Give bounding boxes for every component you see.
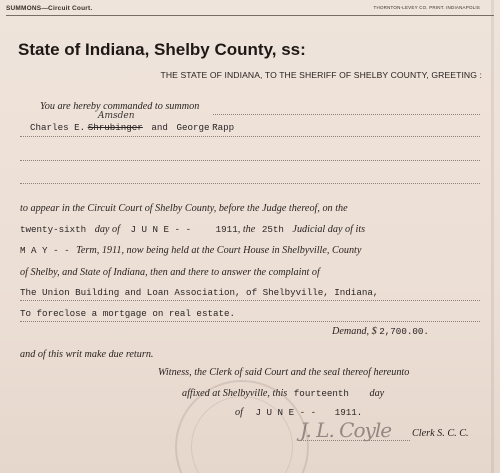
blank-rule-2 [20, 183, 480, 184]
term-line: M A Y - - Term, 1911, now being held at the Court House in Shelbyville, County [20, 245, 362, 256]
term-typed: M A Y - - [20, 245, 70, 256]
defendant2-surname: Rapp [212, 122, 235, 133]
judicial-day-typed: 25th [261, 224, 284, 235]
defendants-line [30, 122, 234, 133]
defendants-rule [20, 136, 480, 137]
defendant1-surname-correction: Amsden [98, 111, 135, 121]
affixed-day-typed: fourteenth [293, 388, 349, 399]
paper-fold [491, 0, 494, 473]
defendant2-name: George [176, 122, 210, 133]
document-title: State of Indiana, Shelby County, ss: [18, 40, 306, 59]
purpose-line [20, 308, 235, 319]
of-shelby-text: of Shelby, and State of Indiana, then and there to answer the complaint of [20, 267, 320, 278]
appear-text: to appear in the Circuit Court of Shelby County, before the Judge thereof, on the [20, 203, 348, 214]
header-rule [6, 15, 494, 16]
defendant1-name: Charles E. [30, 122, 86, 133]
blank-rule-1 [20, 160, 480, 161]
conjunction: and [151, 122, 168, 133]
signature-rule [300, 440, 410, 441]
return-text: and of this writ make due return. [20, 349, 154, 360]
purpose-rule [20, 321, 480, 322]
defendant1-surname-struck: Shrubinger [87, 122, 143, 133]
witness-month-typed: J U N E - - [255, 407, 317, 418]
command-text: You are hereby commanded to summon [40, 101, 200, 112]
plaintiff-typed: The Union Building and Loan Association, of Shelbyville, Indiana, [20, 287, 379, 298]
purpose-typed: To foreclose a mortgage on real estate. [20, 308, 236, 319]
clerk-label: Clerk S. C. C. [412, 428, 469, 439]
greeting-line: THE STATE OF INDIANA, TO THE SHERIFF OF SHELBY COUNTY, GREETING : [160, 70, 482, 80]
day-typed: twenty-sixth [20, 224, 87, 235]
plaintiff-rule [20, 300, 480, 301]
demand-label: Demand, $ [332, 326, 377, 337]
month-typed: J U N E - - [130, 224, 192, 235]
plaintiff-line [20, 287, 378, 298]
witness-year-typed: 1911. [334, 407, 363, 418]
form-type-label: SUMMONS—Circuit Court. [6, 5, 93, 12]
affixed-line: affixed at Shelbyville, this fourteenth day [182, 388, 385, 399]
witness-date-line: of J U N E - - 1911. [235, 407, 363, 418]
year-typed: 1911 [215, 224, 238, 235]
demand-amount: 2,700.00. [379, 326, 429, 337]
printer-label: THORNTON-LEVEY CO. PRINT. INDIANAPOLIS [373, 5, 480, 10]
demand-line [332, 326, 429, 337]
witness-text: Witness, the Clerk of said Court and the seal thereof hereunto [158, 367, 410, 378]
clerk-signature: J. L. Coyle [300, 418, 392, 442]
date-line: twenty-sixth day of J U N E - - 1911, the 25th Judicial day of its [20, 224, 366, 235]
command-rule [213, 114, 480, 115]
